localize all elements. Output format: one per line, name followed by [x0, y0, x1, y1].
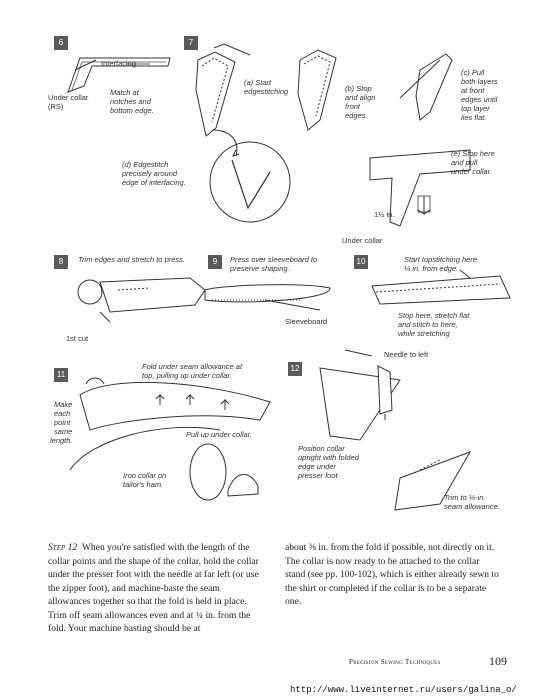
s8-trim: Trim edges and stretch to press. — [78, 255, 185, 264]
s12-pos-3: edge under — [298, 462, 336, 471]
s11-make-4: same — [54, 427, 73, 436]
s12-pos-2: upright with folded — [298, 453, 359, 462]
source-url[interactable]: http://www.liveinternet.ru/users/galina_o/ — [290, 685, 517, 695]
s7-b-1: (b) Stop — [345, 84, 372, 93]
s6-match-3: bottom edge. — [110, 106, 154, 115]
s12-trim-2: seam allowance. — [444, 502, 500, 511]
footer-section: Precision Sewing Techniques — [349, 658, 441, 666]
s6-rs-label: (RS) — [48, 102, 64, 111]
step-badge-10: 10 — [354, 255, 368, 269]
s7-c-6: lies flat. — [461, 113, 487, 122]
s6-interfacing-label: Interfacing — [101, 59, 137, 68]
s11-fold-2: top, pulling up under collar. — [142, 371, 232, 380]
s7-a-2: edgestitching — [244, 87, 289, 96]
s12-pos-1: Position collar — [298, 444, 345, 453]
s7-c-4: edges until — [461, 95, 498, 104]
step-badge-9: 9 — [208, 255, 222, 269]
body-left-text: When you're satisfied with the length of the collar points and the shape of the collar, hold the collar under the presser foot with the needle at far left (or use the zipper foot), and machine-baste the seam allowances together so that the fold is held in place. Trim off seam allowances even and at ¼ in. from the fold. Your machine basting should be at — [48, 542, 259, 634]
page-number: 109 — [489, 654, 507, 668]
body-right-text: about ⅜ in. from the fold if possible, not directly on it. The collar is now ready to be attached to the collar stand (see pp. 100-102), which is either already sewn to the shirt or completed if the collar is to be a separate one. — [285, 542, 499, 607]
s7-b-2: and align — [345, 93, 376, 102]
s9-sleeveboard: Sleeveboard — [285, 317, 328, 326]
step-badge-6: 6 — [54, 36, 68, 50]
s11-pull: Pull up under collar. — [186, 430, 253, 439]
s8-cut: 1st cut — [66, 334, 89, 343]
s7-e-2: and pull — [451, 158, 478, 167]
s7-a-1: (a) Start — [244, 78, 272, 87]
s7-e-3: under collar. — [451, 167, 492, 176]
s11-make-5: length. — [50, 436, 73, 445]
s11-make-2: each — [54, 409, 71, 418]
s7-c-2: both layers — [461, 77, 498, 86]
s11-make-1: Make — [54, 400, 73, 409]
step-badge-7: 7 — [184, 36, 198, 50]
s7-measure: 1½ in. — [374, 210, 395, 219]
s10-start-1: Start topstitching here — [404, 255, 477, 264]
s7-c-1: (c) Pull — [461, 68, 485, 77]
s6-under-collar-label: Under collar — [48, 93, 89, 102]
s7-d-2: precisely around — [122, 169, 178, 178]
step-badge-11: 11 — [54, 368, 68, 382]
s12-trim-1: Trim to ¼-in. — [444, 493, 486, 502]
body-right-column — [285, 541, 501, 609]
s11-fold-1: Fold under seam allowance at — [142, 362, 243, 371]
s9-press-1: Press over sleeveboard to — [230, 255, 318, 264]
step-badge-8: 8 — [54, 255, 68, 269]
s6-match-2: notches and — [110, 97, 151, 106]
s7-e-1: (e) Stop here — [451, 149, 495, 158]
s7-c-5: top layer — [461, 104, 490, 113]
s7-d-3: edge of interfacing. — [122, 178, 186, 187]
s7-b-4: edges. — [345, 111, 368, 120]
s7-c-3: at front — [461, 86, 485, 95]
s6-match-1: Match at — [110, 88, 139, 97]
s7-b-3: front — [345, 102, 361, 111]
s10-stop-1: Stop here, stretch flat — [398, 311, 470, 320]
s10-stop-2: and stitch to here, — [398, 320, 458, 329]
body-left-column — [48, 541, 264, 636]
s12-needle: Needle to left — [384, 350, 429, 359]
s10-start-2: ¼ in. from edge. — [404, 264, 459, 273]
step-12-lead: Step 12 — [48, 542, 78, 553]
s11-iron-2: tailor's ham. — [123, 480, 164, 489]
s9-press-2: preserve shaping. — [230, 264, 290, 273]
s7-d-1: (d) Edgestitch — [122, 160, 169, 169]
s7-under-collar-label: Under collar — [342, 236, 383, 245]
s11-make-3: point — [54, 418, 71, 427]
s10-stop-3: while stretching — [398, 329, 450, 338]
step-badge-12: 12 — [288, 362, 302, 376]
s12-pos-4: presser foot — [298, 471, 338, 480]
s11-iron-1: Iron collar on — [123, 471, 167, 480]
